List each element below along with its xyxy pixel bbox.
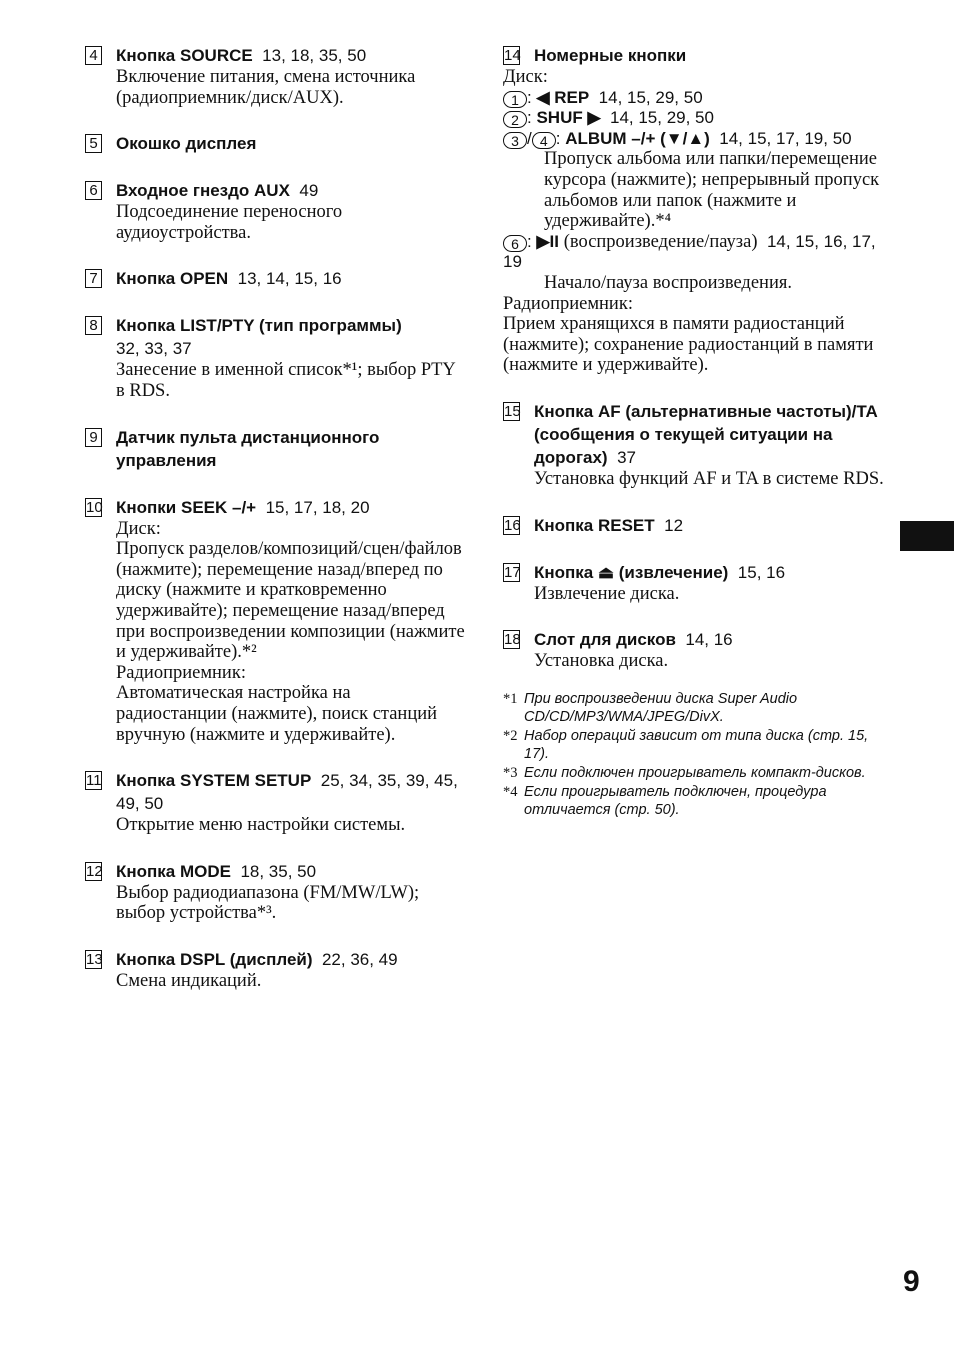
entry-10 <box>85 496 465 746</box>
key-3-4-pages: 14, 15, 17, 19, 50 <box>719 128 852 148</box>
entry-pages: 25, 34, 35, 39, 45, 49, 50 <box>116 771 458 814</box>
entry-title: Кнопки SEEK –/+ <box>116 497 257 517</box>
footnote <box>503 727 888 763</box>
entry-description: Установка функций AF и TA в системе RDS. <box>534 468 884 489</box>
key-3-4-name: ALBUM –/+ (▼/▲) <box>565 128 710 148</box>
key-1-name: ◀ REP <box>536 87 590 107</box>
entry-description: Занесение в именной список*¹; выбор PTY в RDS. <box>116 360 456 401</box>
entry-5 <box>85 132 465 155</box>
item-number: 9 <box>85 428 102 447</box>
entry-title: Кнопка OPEN <box>116 269 229 289</box>
entry-14 <box>503 44 888 376</box>
entry-pages: 13, 18, 35, 50 <box>262 46 367 65</box>
section-tab <box>900 521 954 551</box>
entry-title: Кнопка SOURCE <box>116 46 253 65</box>
entry-pages: 14, 16 <box>685 630 733 650</box>
entry-pages: 22, 36, 49 <box>321 949 398 969</box>
entry-title: Кнопка DSPL (дисплей) <box>116 949 313 969</box>
footnote-text: Если подключен проигрыватель компакт-дисков. <box>524 764 866 781</box>
radio-label: Радиоприемник: <box>503 293 633 314</box>
entry-15 <box>503 400 888 490</box>
right-column <box>503 44 888 820</box>
entry-7 <box>85 267 465 290</box>
item-number: 7 <box>85 269 102 288</box>
entry-title: Кнопка LIST/PTY (тип программы) <box>116 316 402 336</box>
entry-17 <box>503 561 888 605</box>
entry-title: Окошко дисплея <box>116 134 257 154</box>
item-number: 8 <box>85 316 102 335</box>
item-number: 16 <box>504 516 521 534</box>
key-6-description: Начало/пауза воспроизведения. <box>544 272 792 293</box>
key-1-pages: 14, 15, 29, 50 <box>598 87 703 107</box>
key-2-pages: 14, 15, 29, 50 <box>609 108 714 128</box>
entry-4 <box>85 44 465 108</box>
entry-pages: 13, 14, 15, 16 <box>237 269 342 289</box>
footnote <box>503 783 888 819</box>
entry-description: Извлечение диска. <box>534 583 680 604</box>
entry-title: Слот для дисков <box>534 630 676 650</box>
item-number: 5 <box>85 134 102 153</box>
number-key-1-icon: 1 <box>503 91 527 108</box>
footnote <box>503 764 888 782</box>
disc-label: Диск: <box>503 67 548 87</box>
footnote-text: Набор операций зависит от типа диска (стр. 15, 17). <box>524 727 869 762</box>
footnote-mark: *4 <box>503 783 518 800</box>
number-key-6-icon: 6 <box>503 235 527 252</box>
entry-title: Номерные кнопки <box>534 46 687 65</box>
entry-pages: 15, 16 <box>737 562 786 582</box>
footnote <box>503 690 888 726</box>
footnote-text: Если проигрыватель подключен, процедура отличается (стр. 50). <box>524 783 827 818</box>
footnote-mark: *3 <box>503 764 518 781</box>
entry-title: Входное гнездо AUX <box>116 181 290 201</box>
key-6-text: (воспроизведение/пауза) <box>563 231 758 252</box>
item-number: 6 <box>85 181 102 200</box>
number-key-2-icon: 2 <box>503 111 527 128</box>
entry-title: Датчик пульта дистанционного управления <box>116 427 380 470</box>
page-number: 9 <box>903 1265 920 1298</box>
number-key-4-icon: 4 <box>532 132 556 149</box>
key-3-4-line: 3 / 4 : ALBUM –/+ (▼/▲) 14, 15, 17, 19, 50 <box>503 129 888 150</box>
entry-title: Кнопка RESET <box>534 515 655 535</box>
entry-pages: 18, 35, 50 <box>240 861 317 881</box>
entry-title: Кнопка ⏏ (извлечение) <box>534 562 729 582</box>
footnote-mark: *1 <box>503 690 518 707</box>
entry-11 <box>85 769 465 836</box>
entry-6 <box>85 179 465 243</box>
entry-pages: 49 <box>299 181 319 201</box>
item-number: 12 <box>86 862 103 880</box>
entry-description: Диск: Пропуск разделов/композиций/сцен/файлов (нажмите); перемещение назад/вперед по диску (нажмите и кратковременно удерживайте); перемещение назад/вперед при воспроизведении композиции (нажмите и удерживайте).*² Радиоприемник: Автоматическая настройка на радиостанции (нажмите), поиск станций вручную (нажмите и удерживайте). <box>116 518 465 745</box>
entry-description: Подсоединение переносного аудиоустройства. <box>116 202 343 243</box>
entry-18 <box>503 628 888 672</box>
item-number: 14 <box>504 47 521 64</box>
entry-13 <box>85 948 465 992</box>
entry-8 <box>85 314 465 401</box>
radio-description: Прием хранящихся в памяти радиостанций (нажмите); сохранение радиостанций в памяти (нажмите и удерживайте). <box>503 314 874 376</box>
footnote-mark: *2 <box>503 727 518 744</box>
entry-pages: 32, 33, 37 <box>116 339 192 359</box>
key-2-name: SHUF ▶ <box>536 108 601 128</box>
item-number: 15 <box>504 402 521 420</box>
footnotes <box>503 690 888 819</box>
item-number: 10 <box>86 498 103 516</box>
entry-title: Кнопка SYSTEM SETUP <box>116 771 312 791</box>
entry-12 <box>85 860 465 924</box>
item-number: 11 <box>86 772 102 790</box>
item-number: 17 <box>504 563 521 581</box>
entry-pages: 15, 17, 18, 20 <box>265 497 370 517</box>
number-key-3-icon: 3 <box>503 132 527 149</box>
entry-description: Включение питания, смена источника (радиоприемник/диск/AUX). <box>116 67 416 108</box>
entry-description: Открытие меню настройки системы. <box>116 815 406 836</box>
entry-16 <box>503 514 888 537</box>
item-number: 13 <box>86 950 103 968</box>
entry-description: Выбор радиодиапазона (FM/MW/LW); выбор устройства*³. <box>116 882 420 924</box>
left-column <box>85 44 465 1015</box>
entry-title: Кнопка AF (альтернативные частоты)/TA (сообщения о текущей ситуации на дорогах) <box>534 401 878 467</box>
key-3-4-description: Пропуск альбома или папки/перемещение курсора (нажмите); непрерывный пропуск альбомов или папок (нажмите и удерживайте).*⁴ <box>544 149 880 232</box>
key-6-line: 6 : ▶II (воспроизведение/пауза) 14, 15, 16, 17, 19 <box>503 231 876 272</box>
entry-9 <box>85 426 465 472</box>
footnote-text: При воспроизведении диска Super Audio CD/CD/MP3/WMA/JPEG/DivX. <box>524 690 798 725</box>
key-1-line: 1 : ◀ REP 14, 15, 29, 50 <box>503 88 888 109</box>
item-number: 18 <box>504 631 521 649</box>
play-pause-icon: ▶II <box>536 231 559 251</box>
key-6-pages: 14, 15, 16, 17, 19 <box>503 231 876 272</box>
entry-description: Установка диска. <box>534 651 669 672</box>
entry-description: Смена индикаций. <box>116 970 262 991</box>
item-number: 4 <box>85 46 102 65</box>
entry-pages: 37 <box>617 447 636 467</box>
entry-title: Кнопка MODE <box>116 861 231 881</box>
entry-pages: 12 <box>664 515 684 535</box>
key-2-line: 2 : SHUF ▶ 14, 15, 29, 50 <box>503 108 888 129</box>
